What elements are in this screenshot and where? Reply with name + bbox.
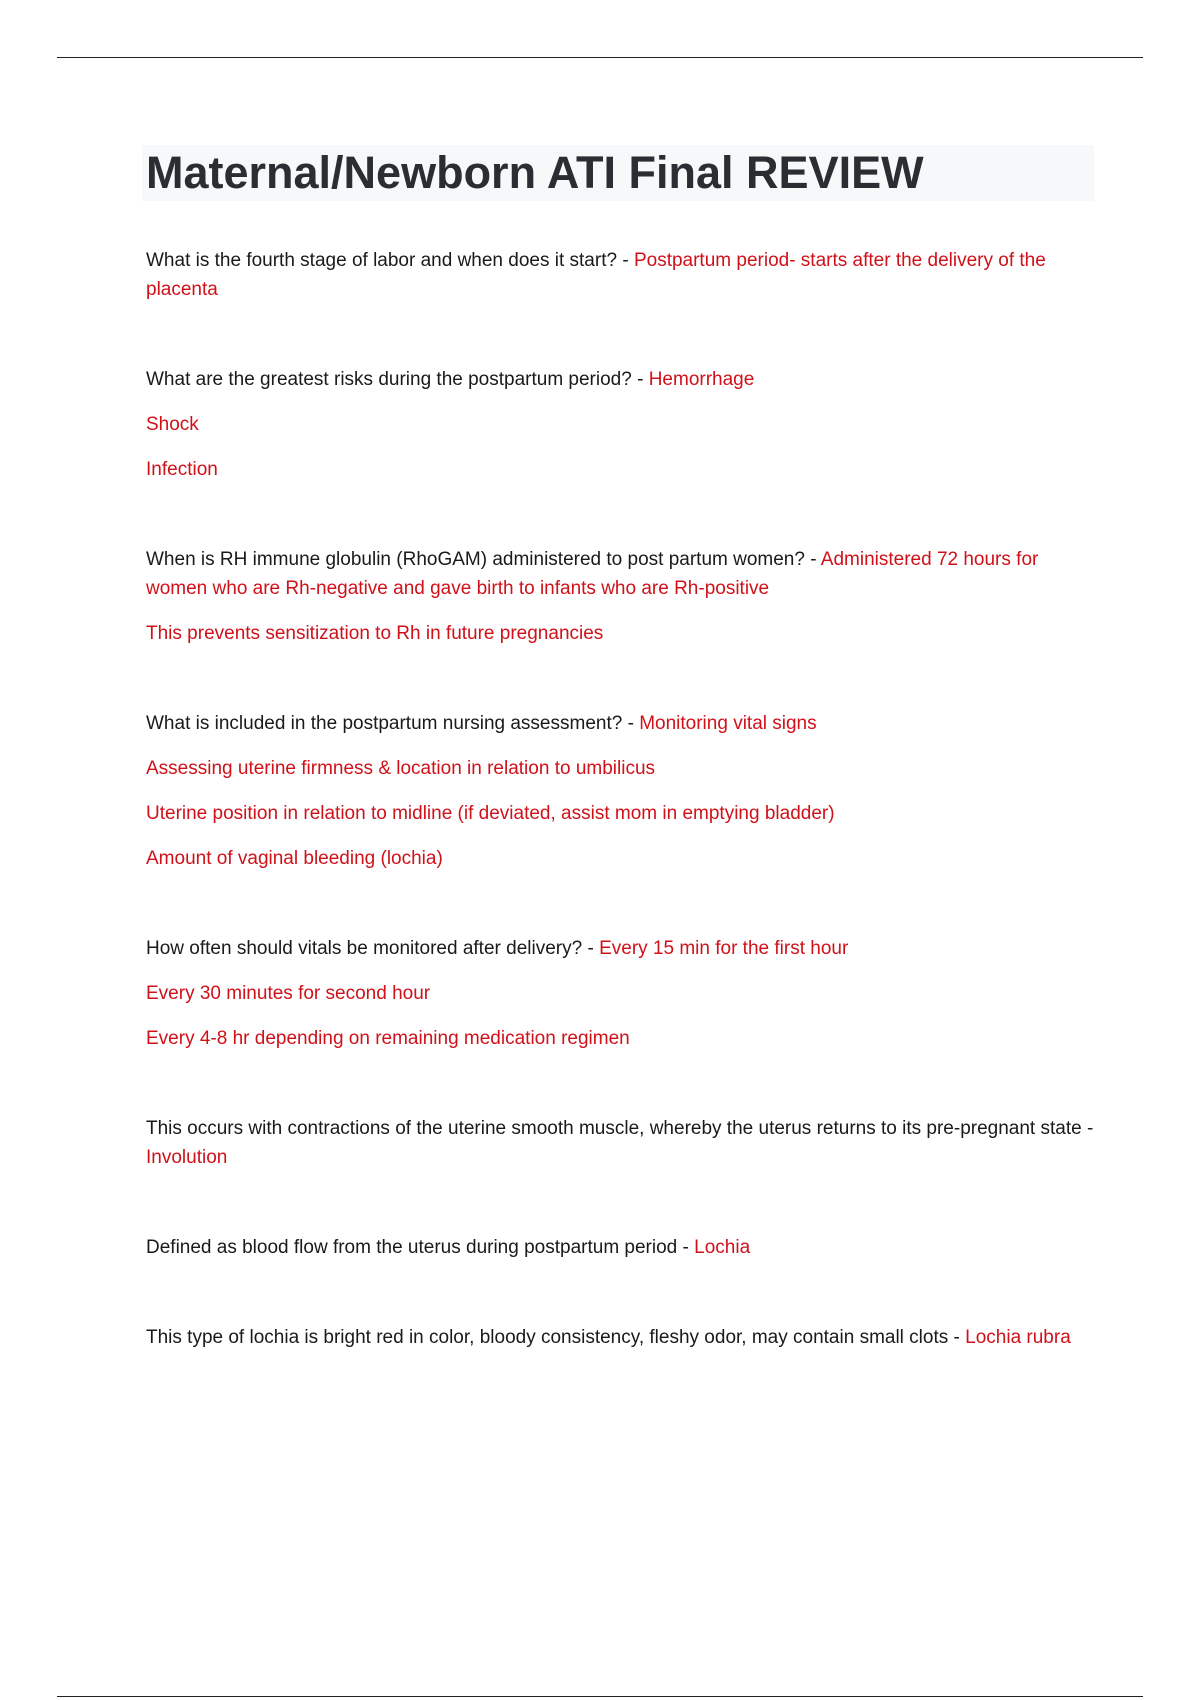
qa-question-line [146, 709, 1096, 738]
question-text: What are the greatest risks during the postpartum period? [146, 369, 632, 390]
qa-separator: - [948, 1327, 966, 1348]
answer-text: Lochia rubra [965, 1327, 1071, 1348]
qa-question-line [146, 1233, 1096, 1262]
answer-text: Monitoring vital signs [639, 713, 817, 734]
qa-item [146, 1323, 1096, 1352]
qa-question-line [146, 1323, 1096, 1352]
question-text: This occurs with contractions of the uterine smooth muscle, whereby the uterus returns to its pre-pregnant state [146, 1118, 1082, 1139]
qa-item [146, 246, 1096, 304]
qa-list [146, 246, 1096, 1352]
qa-item [146, 365, 1096, 484]
qa-separator: - [1081, 1118, 1094, 1139]
answer-line: Amount of vaginal bleeding (lochia) [146, 848, 443, 869]
question-text: What is the fourth stage of labor and when does it start? [146, 250, 618, 271]
qa-separator: - [622, 713, 640, 734]
answer-line: Every 30 minutes for second hour [146, 983, 431, 1004]
answer-line: Uterine position in relation to midline (if deviated, assist mom in emptying bladder) [146, 803, 835, 824]
question-text: How often should vitals be monitored after delivery? [146, 938, 583, 959]
header-rule [57, 57, 1143, 58]
question-text: When is RH immune globulin (RhoGAM) administered to post partum women? [146, 549, 805, 570]
answer-line: Shock [146, 414, 199, 435]
answer-text: Postpartum period- starts after the delivery of the placenta [146, 250, 1046, 300]
answer-text: Every 15 min for the first hour [599, 938, 849, 959]
answer-line: Assessing uterine firmness & location in relation to umbilicus [146, 758, 656, 779]
page-title: Maternal/Newborn ATI Final REVIEW [146, 147, 924, 198]
qa-item [146, 934, 1096, 1053]
qa-separator: - [677, 1237, 695, 1258]
qa-separator: - [617, 250, 634, 271]
answer-text: Lochia [694, 1237, 751, 1258]
question-text: Defined as blood flow from the uterus during postpartum period [146, 1237, 678, 1258]
qa-separator: - [631, 369, 649, 390]
qa-separator: - [582, 938, 600, 959]
qa-item [146, 545, 1096, 648]
qa-question-line [146, 545, 1096, 603]
answer-text: Hemorrhage [648, 369, 755, 390]
question-text: What is included in the postpartum nursing assessment? [146, 713, 623, 734]
qa-question-line [146, 246, 1096, 304]
answer-text: Involution [146, 1147, 228, 1168]
answer-text: Administered 72 hours for women who are Rh-negative and gave birth to infants who are Rh-positive [146, 549, 1039, 599]
qa-question-line [146, 934, 1096, 963]
answer-note: This prevents sensitization to Rh in future pregnancies [146, 623, 604, 644]
qa-question-line [146, 365, 1096, 394]
answer-line: Infection [146, 459, 218, 480]
qa-separator: - [804, 549, 821, 570]
qa-item [146, 709, 1096, 873]
qa-item [146, 1114, 1096, 1172]
question-text: This type of lochia is bright red in color, bloody consistency, fleshy odor, may contain small clots [146, 1327, 949, 1348]
footer-rule [57, 1696, 1143, 1697]
qa-item [146, 1233, 1096, 1262]
answer-line: Every 4-8 hr depending on remaining medication regimen [146, 1028, 630, 1049]
qa-question-line [146, 1114, 1096, 1172]
